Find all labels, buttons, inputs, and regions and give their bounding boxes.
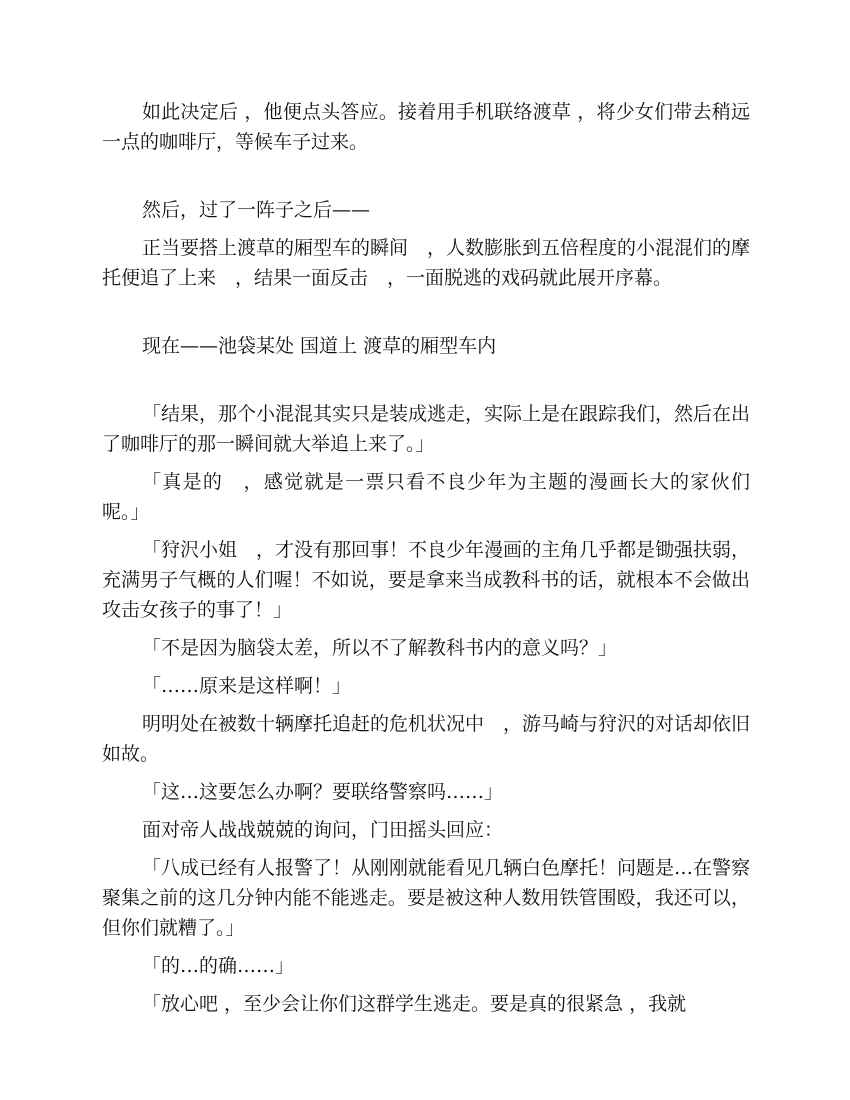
spacer — [102, 807, 750, 815]
paragraph-12: 面对帝人战战兢兢的询问，门田摇头回应： — [142, 819, 504, 841]
paragraph-3: 正当要搭上渡草的厢型车的瞬间 ，人数膨胀到五倍程度的小混混们的摩托便追了上来 ，结果一面反击 ，一面脱逃的戏码就此展开序幕。 — [102, 237, 751, 289]
scene-spacer — [102, 361, 750, 399]
paragraph-6: 「真是的 ，感觉就是一票只看不良少年为主题的漫画长大的家伙们呢。」 — [102, 471, 750, 523]
paragraph-1: 如此决定后 ，他便点头答应。接着用手机联络渡草 ，将少女们带去稍远一点的咖啡厅，等候车子过来。 — [102, 101, 750, 153]
spacer — [102, 701, 750, 709]
novel-page — [102, 97, 750, 1019]
paragraph-13: 「八成已经有人报警了！从刚刚就能看见几辆白色摩托！问题是…在警察聚集之前的这几分钟内能不能逃走。要是被这种人数用铁管围殴，我还可以，但你们就糟了。」 — [102, 857, 751, 939]
paragraph-9: 「……原来是这样啊！」 — [142, 675, 352, 697]
paragraph-10: 明明处在被数十辆摩托追赶的危机状况中 ，游马崎与狩沢的对话却依旧如故。 — [102, 713, 751, 765]
spacer — [102, 459, 750, 467]
spacer — [102, 625, 750, 633]
spacer — [102, 225, 750, 233]
paragraph-5: 「结果，那个小混混其实只是装成逃走，实际上是在跟踪我们，然后在出了咖啡厅的那一瞬间就大举追上来了。」 — [102, 403, 751, 455]
spacer — [102, 663, 750, 671]
paragraph-14: 「的…的确……」 — [142, 955, 295, 977]
scene-heading: 现在——池袋某处 国道上 渡草的厢型车内 — [142, 335, 497, 357]
paragraph-15: 「放心吧 ，至少会让你们这群学生逃走。要是真的很紧急 ，我就 — [142, 993, 687, 1015]
spacer — [102, 981, 750, 989]
scene-spacer — [102, 293, 750, 331]
spacer — [102, 769, 750, 777]
paragraph-2: 然后，过了一阵子之后—— — [142, 199, 371, 221]
paragraph-8: 「不是因为脑袋太差，所以不了解教科书内的意义吗？」 — [142, 637, 618, 659]
paragraph-7: 「狩沢小姐 ，才没有那回事！不良少年漫画的主角几乎都是锄强扶弱，充满男子气概的人们喔！不如说，要是拿来当成教科书的话，就根本不会做出攻击女孩子的事了！」 — [102, 539, 751, 621]
paragraph-11: 「这…这要怎么办啊？要联络警察吗……」 — [142, 781, 504, 803]
spacer — [102, 943, 750, 951]
spacer — [102, 527, 750, 535]
scene-spacer — [102, 157, 750, 195]
spacer — [102, 845, 750, 853]
